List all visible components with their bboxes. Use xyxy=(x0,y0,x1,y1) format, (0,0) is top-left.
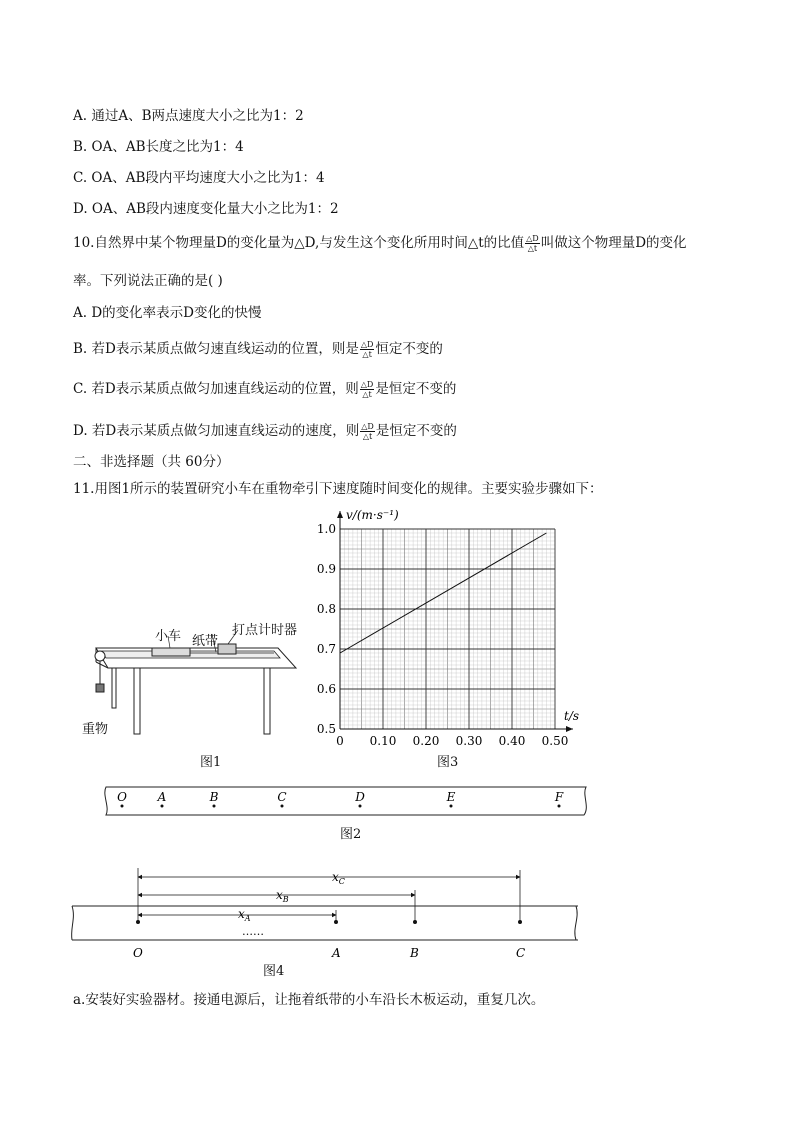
x-tick-label: 0.20 xyxy=(412,734,440,748)
tape-point-label: A xyxy=(157,790,167,804)
tape-point-dot xyxy=(558,805,561,808)
label-xa: $x_A$ xyxy=(238,907,251,923)
q11-stem: 11.用图1所示的装置研究小车在重物牵引下速度随时间变化的规律。主要实验步骤如下： xyxy=(73,481,603,497)
label-c: C xyxy=(516,946,526,960)
tape-point-label: C xyxy=(277,790,287,804)
tape-point-label: D xyxy=(355,790,365,804)
tape-point-dot xyxy=(359,805,362,808)
tape-point-dot xyxy=(121,805,124,808)
label-o: O xyxy=(133,946,143,960)
q10-option-c: C. 若D表示某质点做匀加速直线运动的位置，则 $\frac{\triangle D}{\triangle t}$ 是恒定不变的 xyxy=(73,380,457,399)
tape-point-label: F xyxy=(554,790,564,804)
figure4-diagram xyxy=(70,862,582,972)
figure4-caption: 图4 xyxy=(263,964,285,979)
q10-stem-line2: 率。下列说法正确的是( ) xyxy=(73,273,223,289)
tape-point-dot xyxy=(213,805,216,808)
step-a: a.安装好实验器材。接通电源后，让拖着纸带的小车沿长木板运动，重复几次。 xyxy=(73,992,545,1008)
y-tick-label: 0.7 xyxy=(316,642,336,656)
q10-option-a: A. D的变化率表示D变化的快慢 xyxy=(73,305,262,321)
fraction: $\frac{\triangle D}{\triangle t}$ xyxy=(360,340,374,359)
q10-stem: 10.自然界中某个物理量D的变化量为△D,与发生这个变化所用时间△t的比值 $\frac{\triangle D}{\triangle t}$ 叫做这个物理量D的变化 xyxy=(73,234,687,253)
q10-option-d: D. 若D表示某质点做匀加速直线运动的速度，则 $\frac{\triangle D}{\triangle t}$ 是恒定不变的 xyxy=(73,422,457,441)
ellipsis: …… xyxy=(242,925,264,938)
y-tick-label: 0.5 xyxy=(316,722,336,736)
point-c xyxy=(518,920,522,924)
y-axis-label: v/(m·s⁻¹) xyxy=(346,508,399,522)
tape-point-label: B xyxy=(209,790,219,804)
label-weight: 重物 xyxy=(82,722,109,737)
point-b xyxy=(413,920,417,924)
label-tape: 纸带 xyxy=(192,634,219,649)
point-a xyxy=(334,920,338,924)
q9-option-a: A. 通过A、B两点速度大小之比为1：2 xyxy=(73,108,304,124)
tape-point-label: E xyxy=(446,790,456,804)
fraction: $\frac{\triangle D}{\triangle t}$ xyxy=(361,422,374,441)
label-cart: 小车 xyxy=(155,629,182,644)
q9-option-b: B. OA、AB长度之比为1：4 xyxy=(73,139,244,155)
label-xb: $x_B$ xyxy=(276,888,289,904)
y-tick-label: 0.6 xyxy=(316,682,336,696)
x-tick-label: 0.40 xyxy=(498,734,526,748)
fraction: $\frac{\triangle D}{\triangle t}$ xyxy=(526,234,539,253)
fraction: $\frac{\triangle D}{\triangle t}$ xyxy=(360,380,374,399)
x-tick-label: 0 xyxy=(336,734,344,748)
figure2-caption: 图2 xyxy=(340,827,362,842)
label-b: B xyxy=(410,946,419,960)
tape-point-dot xyxy=(450,805,453,808)
label-a: A xyxy=(332,946,341,960)
point-o xyxy=(136,920,140,924)
x-axis-arrow xyxy=(566,726,573,732)
q9-option-d: D. OA、AB段内速度变化量大小之比为1：2 xyxy=(73,201,339,217)
y-tick-label: 1.0 xyxy=(316,522,336,536)
q9-option-c: C. OA、AB段内平均速度大小之比为1：4 xyxy=(73,170,325,186)
label-xc: $x_C$ xyxy=(332,870,345,886)
y-tick-label: 0.9 xyxy=(316,562,336,576)
q10-option-b: B. 若D表示某质点做匀速直线运动的位置，则是 $\frac{\triangle D}{\triangle t}$ 恒定不变的 xyxy=(73,340,443,359)
label-timer: 打点计时器 xyxy=(232,623,298,638)
x-axis-label: t/s xyxy=(564,709,580,723)
y-tick-label: 0.8 xyxy=(316,602,336,616)
figure2-tape xyxy=(98,785,593,819)
tape-point-dot xyxy=(161,805,164,808)
figure3-vt-chart xyxy=(300,505,590,755)
x-tick-label: 0.30 xyxy=(455,734,483,748)
tape-point-label: O xyxy=(117,790,127,804)
section-2-title: 二、非选择题（共 60分） xyxy=(73,454,230,470)
x-tick-label: 0.10 xyxy=(369,734,397,748)
y-axis-arrow xyxy=(337,511,343,518)
figure1-caption: 图1 xyxy=(200,755,222,770)
tape-point-dot xyxy=(281,805,284,808)
x-tick-label: 0.50 xyxy=(541,734,569,748)
figure3-caption: 图3 xyxy=(437,755,459,770)
